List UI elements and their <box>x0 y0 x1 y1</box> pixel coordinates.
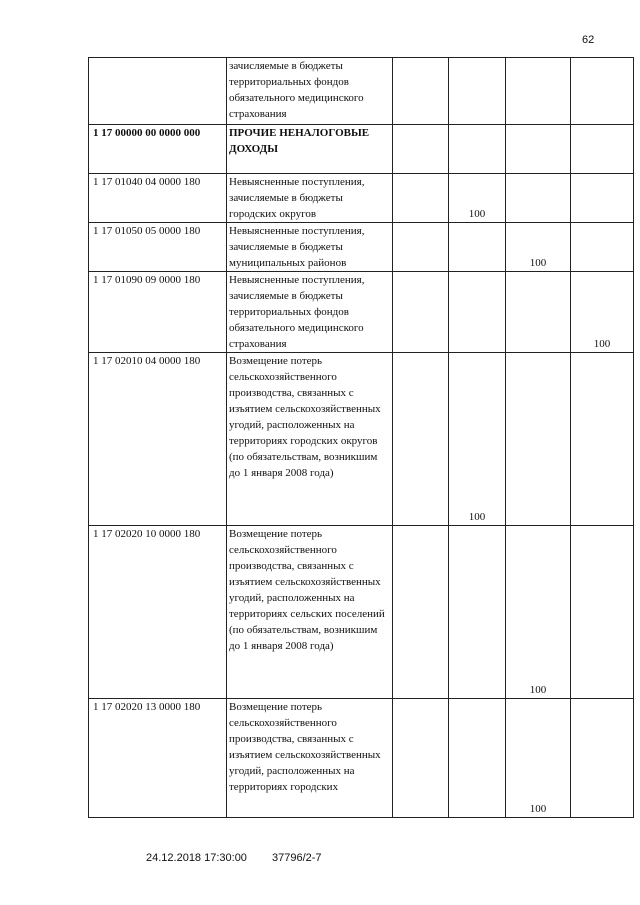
norm-cell-1 <box>393 526 449 699</box>
kbk-code-cell: 1 17 02020 10 0000 180 <box>89 526 227 699</box>
table-row <box>89 699 634 818</box>
kbk-code-cell: 1 17 00000 00 0000 000 <box>89 125 227 174</box>
page-number: 62 <box>582 34 595 46</box>
kbk-code-cell: 1 17 02010 04 0000 180 <box>89 353 227 526</box>
norm-cell-2 <box>449 699 506 818</box>
kbk-code-cell <box>89 58 227 125</box>
table-row <box>89 353 634 526</box>
kbk-code-cell: 1 17 01090 09 0000 180 <box>89 272 227 353</box>
norm-cell-1 <box>393 174 449 223</box>
revenue-name-cell: Возмещение потерь сельскохозяйственного производства, связанных с изъятием сельскохозяйственных угодий, расположенных на территориях городских <box>227 699 393 818</box>
revenue-name-cell: Невыясненные поступления, зачисляемые в бюджеты городских округов <box>227 174 393 223</box>
kbk-code-cell: 1 17 01040 04 0000 180 <box>89 174 227 223</box>
table-row <box>89 526 634 699</box>
norm-cell-4 <box>571 699 634 818</box>
table-row <box>89 223 634 272</box>
norm-cell-2 <box>449 272 506 353</box>
revenue-name-cell: Возмещение потерь сельскохозяйственного производства, связанных с изъятием сельскохозяйственных угодий, расположенных на территориях городских округов (по обязательствам, возникшим до 1 января 2008 года) <box>227 353 393 526</box>
norm-cell-2: 100 <box>449 353 506 526</box>
norm-cell-1 <box>393 699 449 818</box>
revenue-name-cell: зачисляемые в бюджеты территориальных фондов обязательного медицинского страхования <box>227 58 393 125</box>
table-row <box>89 272 634 353</box>
norm-cell-4 <box>571 223 634 272</box>
norm-cell-3: 100 <box>506 526 571 699</box>
norm-cell-1 <box>393 272 449 353</box>
norm-cell-4 <box>571 353 634 526</box>
norm-cell-3 <box>506 272 571 353</box>
norm-cell-3 <box>506 125 571 174</box>
norm-cell-3: 100 <box>506 699 571 818</box>
norm-cell-3 <box>506 353 571 526</box>
revenue-name-cell: Невыясненные поступления, зачисляемые в бюджеты муниципальных районов <box>227 223 393 272</box>
revenue-name-cell: Невыясненные поступления, зачисляемые в бюджеты территориальных фондов обязательного медицинского страхования <box>227 272 393 353</box>
norm-cell-1 <box>393 353 449 526</box>
kbk-code-cell: 1 17 02020 13 0000 180 <box>89 699 227 818</box>
norm-cell-3 <box>506 58 571 125</box>
norm-cell-1 <box>393 58 449 125</box>
norm-cell-4: 100 <box>571 272 634 353</box>
norm-cell-2 <box>449 125 506 174</box>
table-row <box>89 174 634 223</box>
norm-cell-1 <box>393 125 449 174</box>
kbk-code-cell: 1 17 01050 05 0000 180 <box>89 223 227 272</box>
footer-document-number: 37796/2-7 <box>272 852 322 864</box>
norm-cell-4 <box>571 58 634 125</box>
norm-cell-1 <box>393 223 449 272</box>
norm-cell-4 <box>571 125 634 174</box>
revenue-name-cell: ПРОЧИЕ НЕНАЛОГОВЫЕ ДОХОДЫ <box>227 125 393 174</box>
norm-cell-3 <box>506 174 571 223</box>
norm-cell-2 <box>449 526 506 699</box>
norm-cell-2 <box>449 223 506 272</box>
norm-cell-2: 100 <box>449 174 506 223</box>
norm-cell-3: 100 <box>506 223 571 272</box>
revenue-name-cell: Возмещение потерь сельскохозяйственного производства, связанных с изъятием сельскохозяйственных угодий, расположенных на территориях сельских поселений (по обязательствам, возникшим до 1 января 2008 года) <box>227 526 393 699</box>
norm-cell-4 <box>571 526 634 699</box>
footer-timestamp: 24.12.2018 17:30:00 <box>146 852 247 864</box>
revenue-classification-table <box>88 57 634 818</box>
table-row <box>89 125 634 174</box>
norm-cell-4 <box>571 174 634 223</box>
table-row <box>89 58 634 125</box>
norm-cell-2 <box>449 58 506 125</box>
